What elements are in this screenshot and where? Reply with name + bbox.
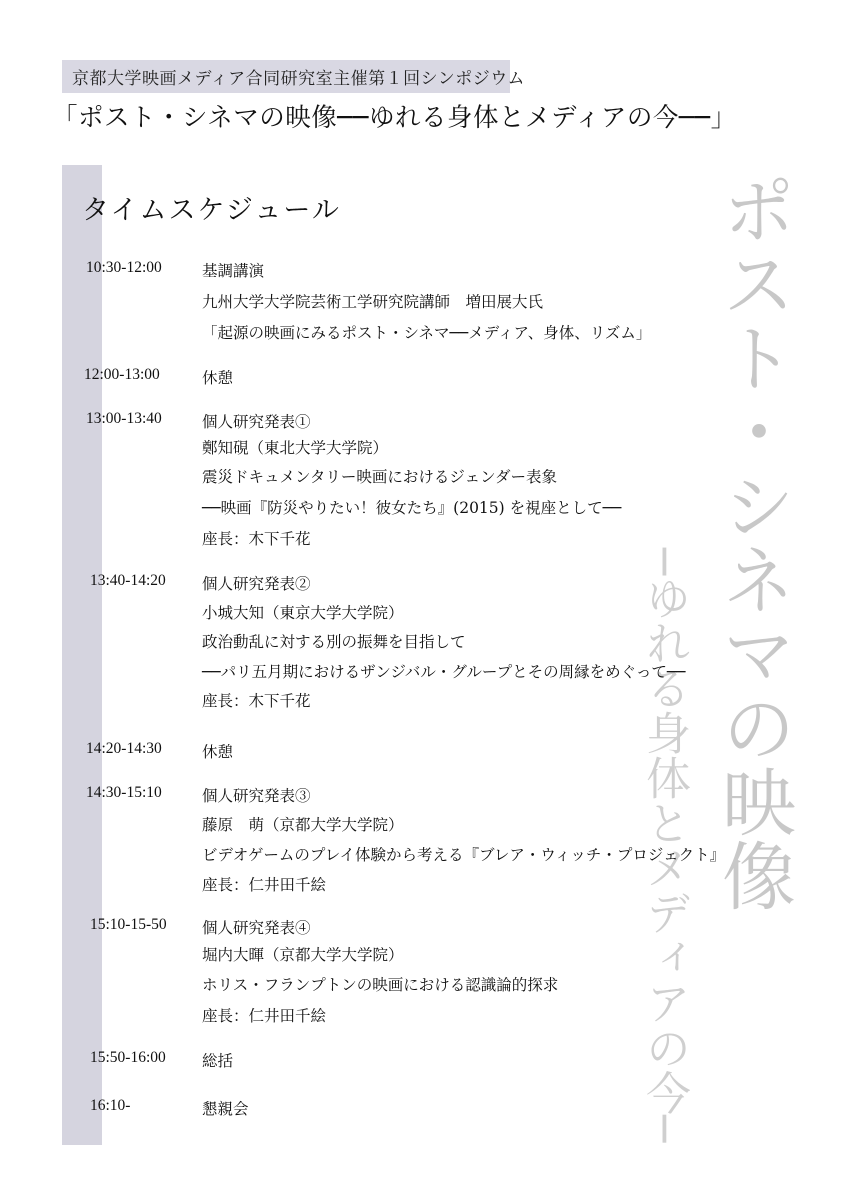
organizer-banner — [62, 60, 526, 93]
vertical-title-decoration: ポスト・シネマの映像 — [710, 172, 796, 912]
entry-line: 震災ドキュメンタリー映画におけるジェンダー表象 — [202, 468, 557, 486]
entry-line: 総括 — [202, 1052, 234, 1070]
entry-line: ホリス・フランプトンの映画における認識論的探求 — [202, 976, 559, 994]
entry-line: 個人研究発表④ — [202, 919, 311, 937]
entry-time: 10:30-12:00 — [86, 259, 162, 276]
entry-line: 堀内大暉（京都大学大学院） — [202, 946, 404, 964]
schedule-heading: タイムスケジュール — [82, 195, 341, 226]
entry-line: 懇親会 — [202, 1100, 249, 1118]
entry-line: ──パリ五月期におけるザンジバル・グループとその周縁をめぐって── — [202, 663, 686, 681]
entry-time: 12:00-13:00 — [84, 366, 160, 383]
entry-line: ビデオゲームのプレイ体験から考える『ブレア・ウィッチ・プロジェクト』 — [202, 846, 726, 864]
entry-line: 個人研究発表① — [202, 413, 311, 431]
side-stripe-decoration — [62, 165, 102, 1145]
entry-line: 「起源の映画にみるポスト・シネマ──メディア、身体、リズム」 — [202, 324, 652, 342]
entry-time: 14:30-15:10 — [86, 784, 162, 801]
entry-time: 14:20-14:30 — [86, 740, 162, 757]
entry-line: 政治動乱に対する別の振舞を目指して — [202, 633, 466, 651]
entry-line: 座長：木下千花 — [202, 692, 311, 710]
entry-time: 16:10- — [90, 1097, 131, 1114]
vertical-subtitle-decoration: ─ゆれる身体とメディアの今─ — [638, 548, 691, 1143]
entry-line: 鄭知硯（東北大学大学院） — [202, 439, 389, 457]
entry-line: 個人研究発表③ — [202, 787, 311, 805]
entry-line: ──映画『防災やりたい！彼女たち』(2015) を視座として── — [202, 499, 622, 517]
entry-line: 個人研究発表② — [202, 575, 311, 593]
page-title: 「ポスト・シネマの映像──ゆれる身体とメディアの今──」 — [52, 103, 737, 133]
entry-time: 15:50-16:00 — [90, 1049, 166, 1066]
entry-line: 休憩 — [202, 743, 234, 761]
entry-line: 休憩 — [202, 369, 234, 387]
entry-line: 小城大知（東京大学大学院） — [202, 604, 404, 622]
organizer-text: 京都大学映画メディア合同研究室主催第１回シンポジウム — [72, 69, 526, 89]
entry-line: 座長：木下千花 — [202, 530, 311, 548]
entry-time: 13:40-14:20 — [90, 572, 166, 589]
entry-line: 座長：仁井田千絵 — [202, 1007, 327, 1025]
entry-line: 座長：仁井田千絵 — [202, 876, 327, 894]
entry-line: 九州大学大学院芸術工学研究院講師 増田展大氏 — [202, 293, 544, 311]
entry-line: 藤原 萌（京都大学大学院） — [202, 816, 404, 834]
entry-time: 13:00-13:40 — [86, 410, 162, 427]
entry-line: 基調講演 — [202, 262, 265, 280]
entry-time: 15:10-15-50 — [90, 916, 167, 933]
